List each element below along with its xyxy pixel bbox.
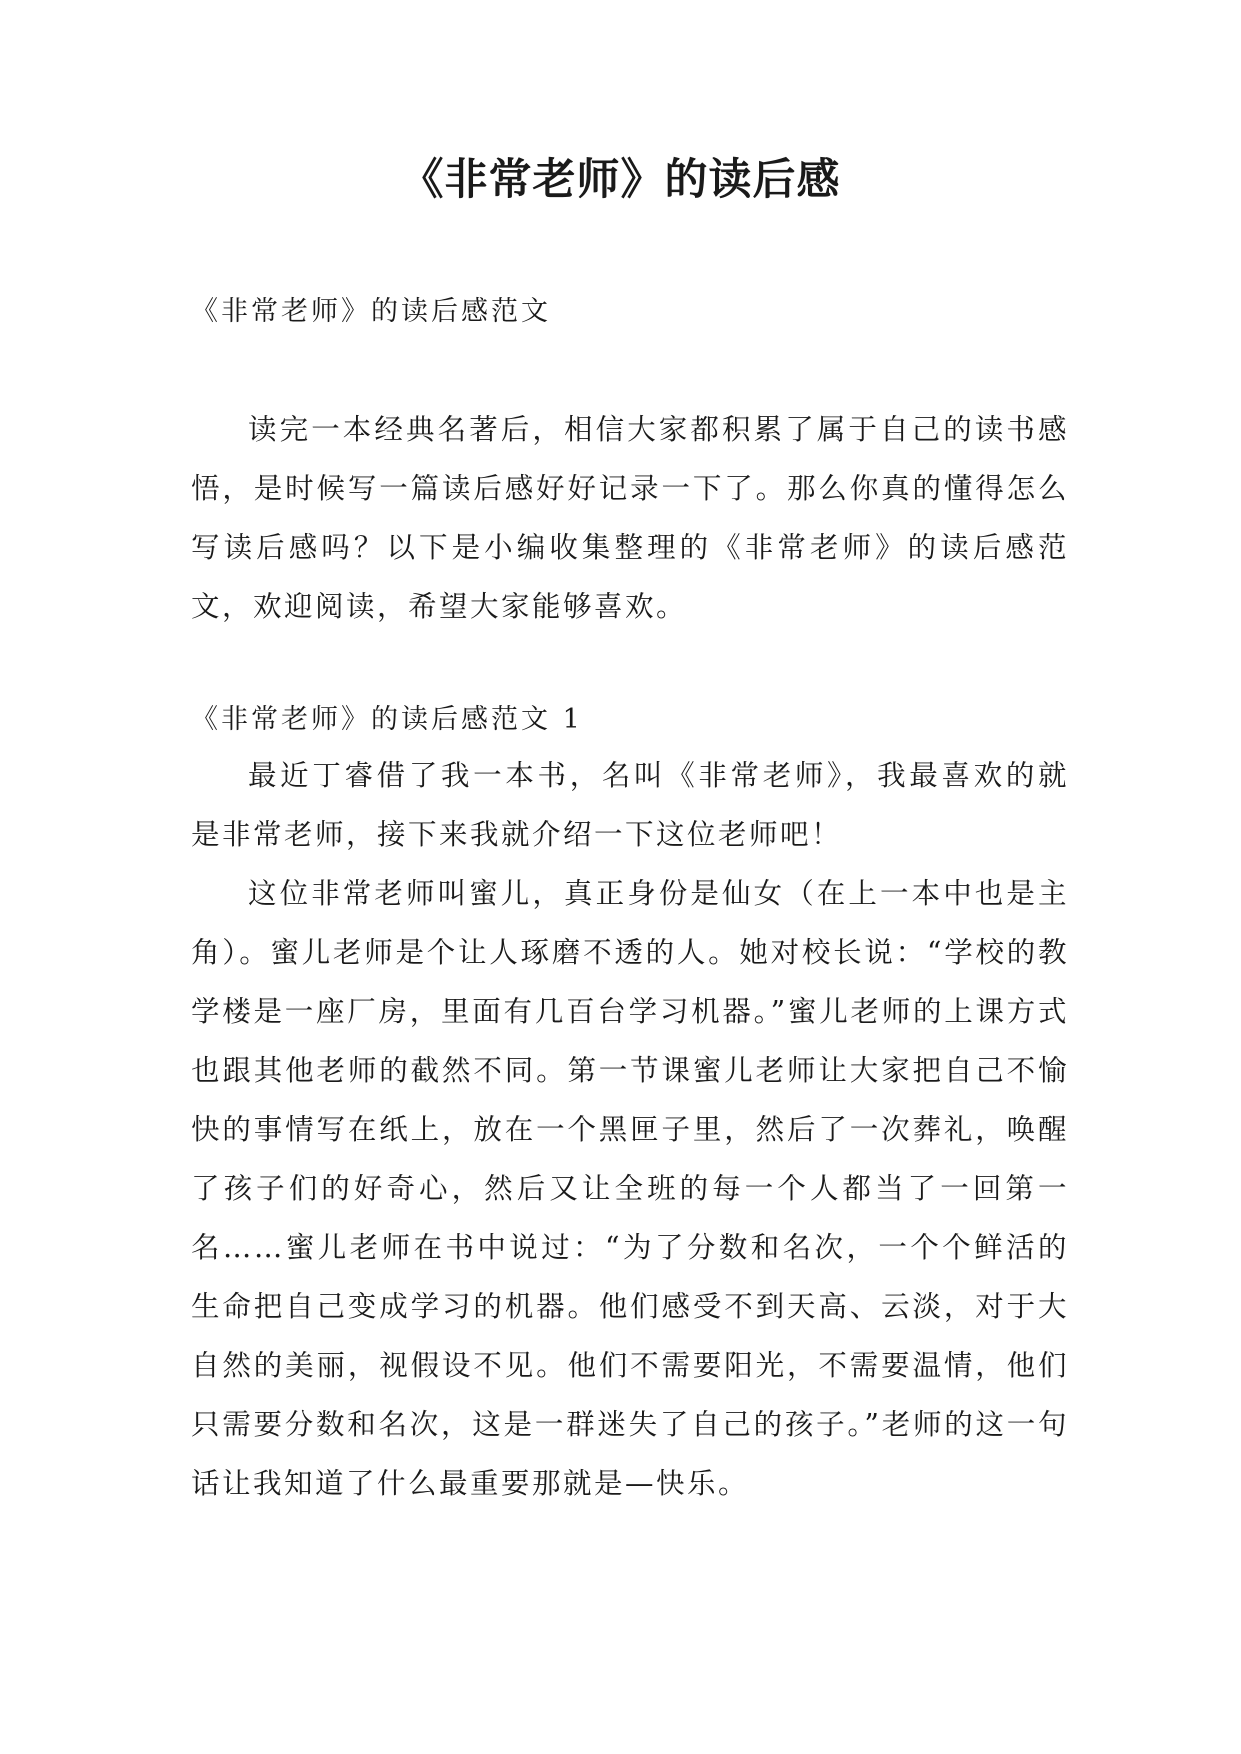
intro-paragraph: 读完一本经典名著后，相信大家都积累了属于自己的读书感悟，是时候写一篇读后感好好记录一下了。那么你真的懂得怎么写读后感吗？以下是小编收集整理的《非常老师》的读后感范文，欢迎阅读，希望大家能够喜欢。: [191, 413, 1069, 623]
section-heading: 《非常老师》的读后感范文 1: [191, 704, 583, 735]
essay-paragraph-2: 这位非常老师叫蜜儿，真正身份是仙女（在上一本中也是主角）。蜜儿老师是个让人琢磨不透的人。她对校长说：“学校的教学楼是一座厂房，里面有几百台学习机器。”蜜儿老师的上课方式也跟其他老师的截然不同。第一节课蜜儿老师让大家把自己不愉快的事情写在纸上，放在一个黑匣子里，然后了一次葬礼，唤醒了孩子们的好奇心，然后又让全班的每一个人都当了一回第一名……蜜儿老师在书中说过：“为了分数和名次，一个个鲜活的生命把自己变成学习的机器。他们感受不到天高、云淡，对于大自然的美丽，视假设不见。他们不需要阳光，不需要温情，他们只需要分数和名次，这是一群迷失了自己的孩子。”老师的这一句话让我知道了什么最重要那就是—快乐。: [191, 877, 1069, 1500]
document-title: 《非常老师》的读后感: [400, 155, 841, 205]
document-subtitle: 《非常老师》的读后感范文: [191, 296, 551, 327]
intro-block: [191, 400, 1069, 636]
essay-block: [191, 746, 1069, 1513]
essay-paragraph-1: 最近丁睿借了我一本书，名叫《非常老师》，我最喜欢的就是非常老师，接下来我就介绍一下这位老师吧！: [191, 759, 1069, 851]
